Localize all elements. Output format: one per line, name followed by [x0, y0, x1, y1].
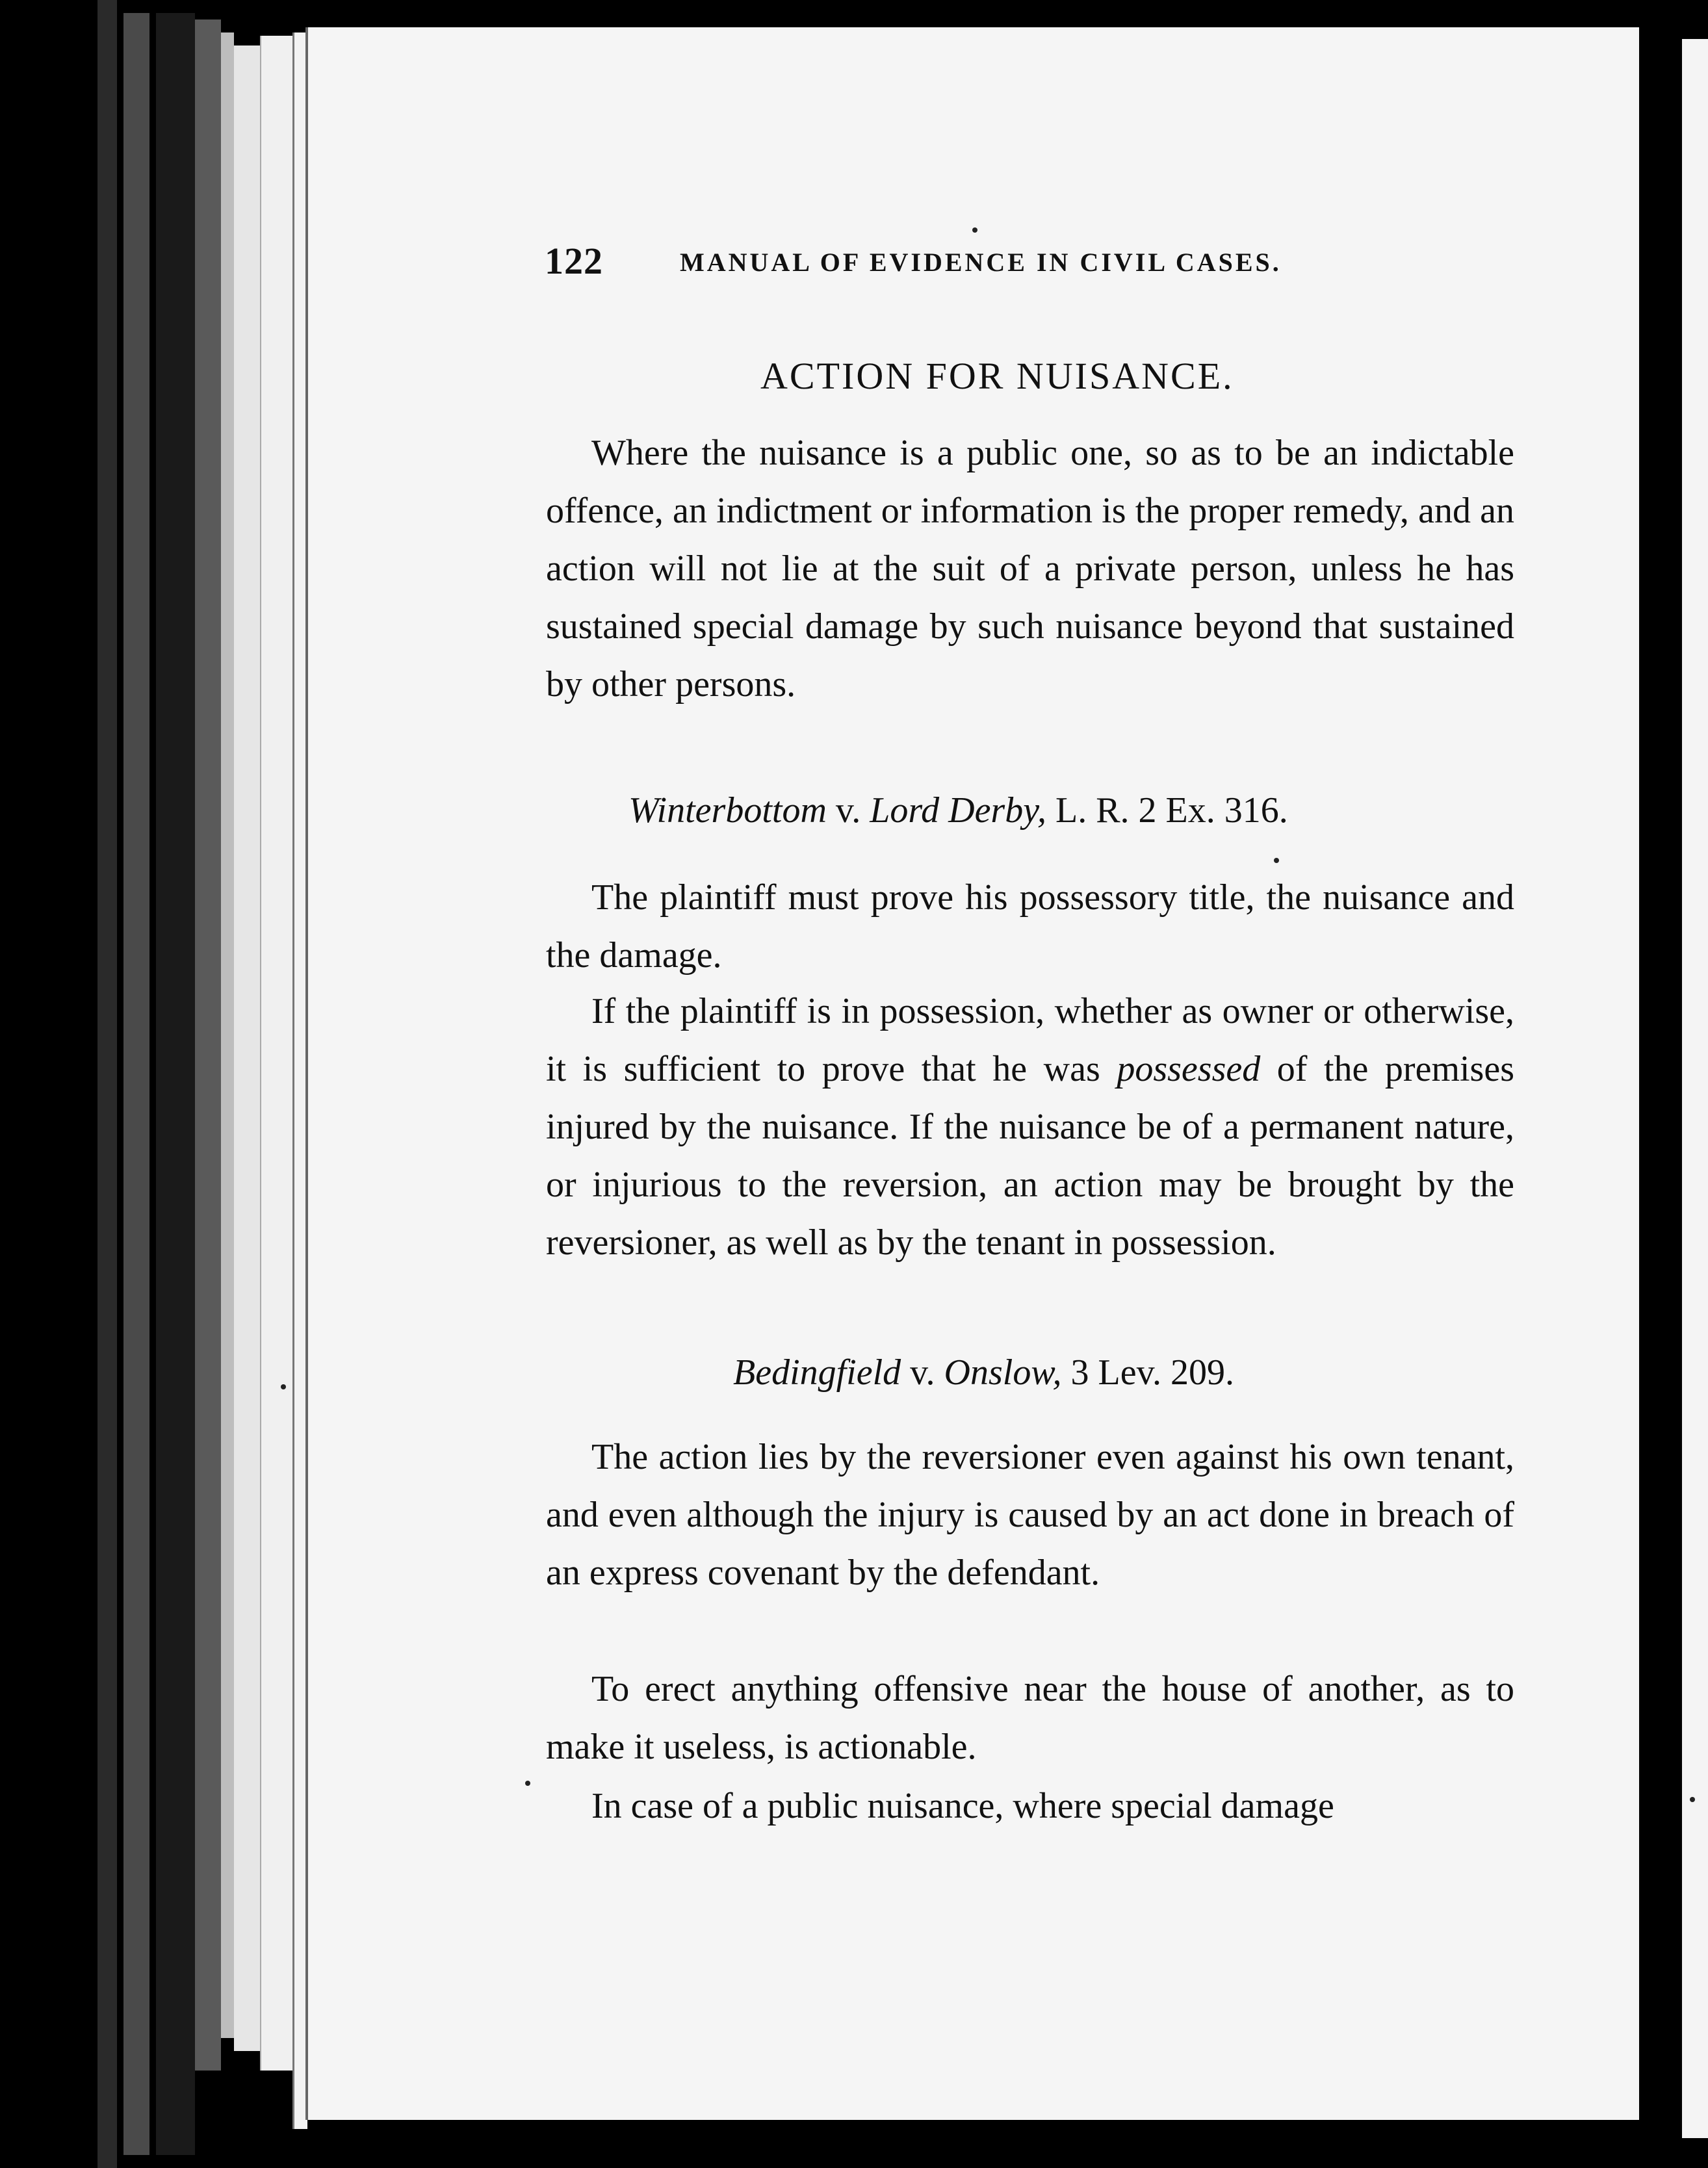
paragraph-reversioner: The action lies by the reversioner even against his own tenant, and even although the injury is caused by an act done in breach of an express covenant by the defendant.	[546, 1437, 1514, 1593]
speck-mark	[972, 227, 977, 233]
page-edge-strip	[221, 32, 234, 2038]
page-edge-strip	[195, 19, 221, 2071]
paragraph-possession-before: If the plaintiff is in possession, whether as owner or otherwise, it is sufficient to prove that he was	[546, 991, 1514, 1089]
paragraph-public-nuisance: Where the nuisance is a public one, so as to be an indictable offence, an indictment or information is the proper remedy, and an action will not lie at the suit of a private person, unless he has sustained special damage by such nuisance beyond that sustained by other persons.	[546, 433, 1514, 704]
citation-reference: 3 Lev. 209.	[1061, 1352, 1234, 1393]
page-number: 122	[545, 240, 603, 282]
citation-party-1: Winterbottom	[628, 790, 827, 831]
page-edge-strip	[97, 0, 117, 2168]
speck-mark	[1274, 858, 1279, 863]
paragraph-possession-after: of the premises injured by the nuisance. If the nuisance be of a permanent nature, or injurious to the reversion, an action may be brought by the reversioner, as well as by the tenant in possession.	[546, 1049, 1514, 1263]
citation-reference: L. R. 2 Ex. 316.	[1046, 790, 1288, 831]
speck-mark	[1690, 1797, 1695, 1802]
page-edge-strip	[156, 13, 195, 2155]
page-edge-strip	[260, 36, 294, 2071]
running-head	[545, 239, 1390, 285]
page-edge-strip	[234, 45, 260, 2051]
paragraph-special-damage: In case of a public nuisance, where special damage	[591, 1786, 1334, 1826]
speck-mark	[281, 1384, 286, 1389]
next-page-sliver	[1682, 39, 1708, 2138]
citation-party-1: Bedingfield	[733, 1352, 901, 1393]
citation-party-2: Onslow,	[944, 1352, 1062, 1393]
citation-bedingfield	[733, 1344, 1234, 1402]
book-page-edges	[0, 0, 305, 2168]
paragraph-offensive-erection: To erect anything offensive near the house of another, as to make it useless, is actionable.	[546, 1669, 1514, 1767]
section-title: ACTION FOR NUISANCE.	[760, 355, 1234, 397]
speck-mark	[525, 1781, 530, 1786]
citation-party-2: Lord Derby,	[870, 790, 1046, 831]
paragraph-possession	[546, 983, 1514, 1272]
citation-winterbottom	[628, 782, 1288, 840]
citation-versus: v.	[826, 790, 870, 831]
paragraph-possession-italic: possessed	[1117, 1049, 1261, 1089]
page-edge-strip	[123, 13, 149, 2155]
citation-versus: v.	[901, 1352, 944, 1393]
running-title: MANUAL OF EVIDENCE IN CIVIL CASES.	[680, 248, 1282, 277]
paragraph-possessory-title: The plaintiff must prove his possessory title, the nuisance and the damage.	[546, 877, 1514, 975]
